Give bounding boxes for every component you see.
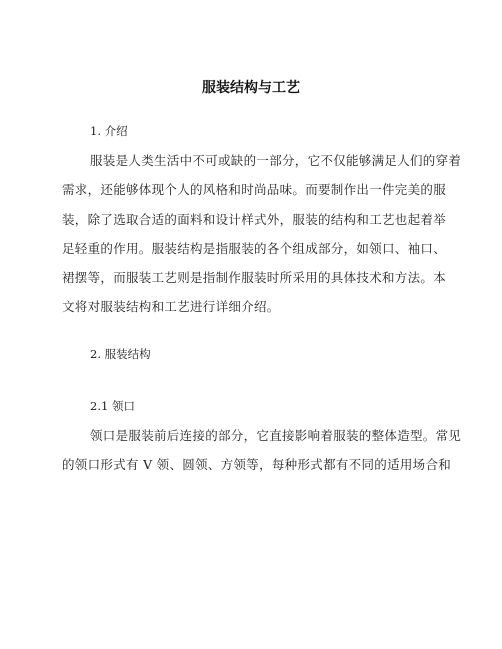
document-title: 服装结构与工艺 <box>202 80 300 96</box>
paragraph-line: 足轻重的作用。服装结构是指服装的各个组成部分，如领口、袖口、 <box>62 240 447 256</box>
section-heading-collar: 2.1 领口 <box>90 399 135 413</box>
paragraph-line: 裙摆等，而服装工艺则是指制作服装时所采用的具体技术和方法。本 <box>62 270 447 286</box>
paragraph-line: 服装是人类生活中不可或缺的一部分，它不仅能够满足人们的穿着 <box>90 153 462 168</box>
paragraph-line: 的领口形式有 V 领、圆领、方领等，每种形式都有不同的适用场合和 <box>62 457 452 473</box>
collar-paragraph <box>62 421 462 480</box>
paragraph-line: 领口是服装前后连接的部分，它直接影响着服装的整体造型。常见 <box>90 428 462 443</box>
paragraph-line: 装，除了选取合适的面料和设计样式外，服装的结构和工艺也起着举 <box>62 211 447 227</box>
section-heading-garment-structure: 2. 服装结构 <box>90 347 151 361</box>
introduction-paragraph <box>62 146 462 322</box>
section-heading-introduction: 1. 介绍 <box>90 124 128 138</box>
paragraph-line: 文将对服装结构和工艺进行详细介绍。 <box>62 299 280 315</box>
paragraph-line: 需求，还能够体现个人的风格和时尚品味。而要制作出一件完美的服 <box>62 182 447 198</box>
